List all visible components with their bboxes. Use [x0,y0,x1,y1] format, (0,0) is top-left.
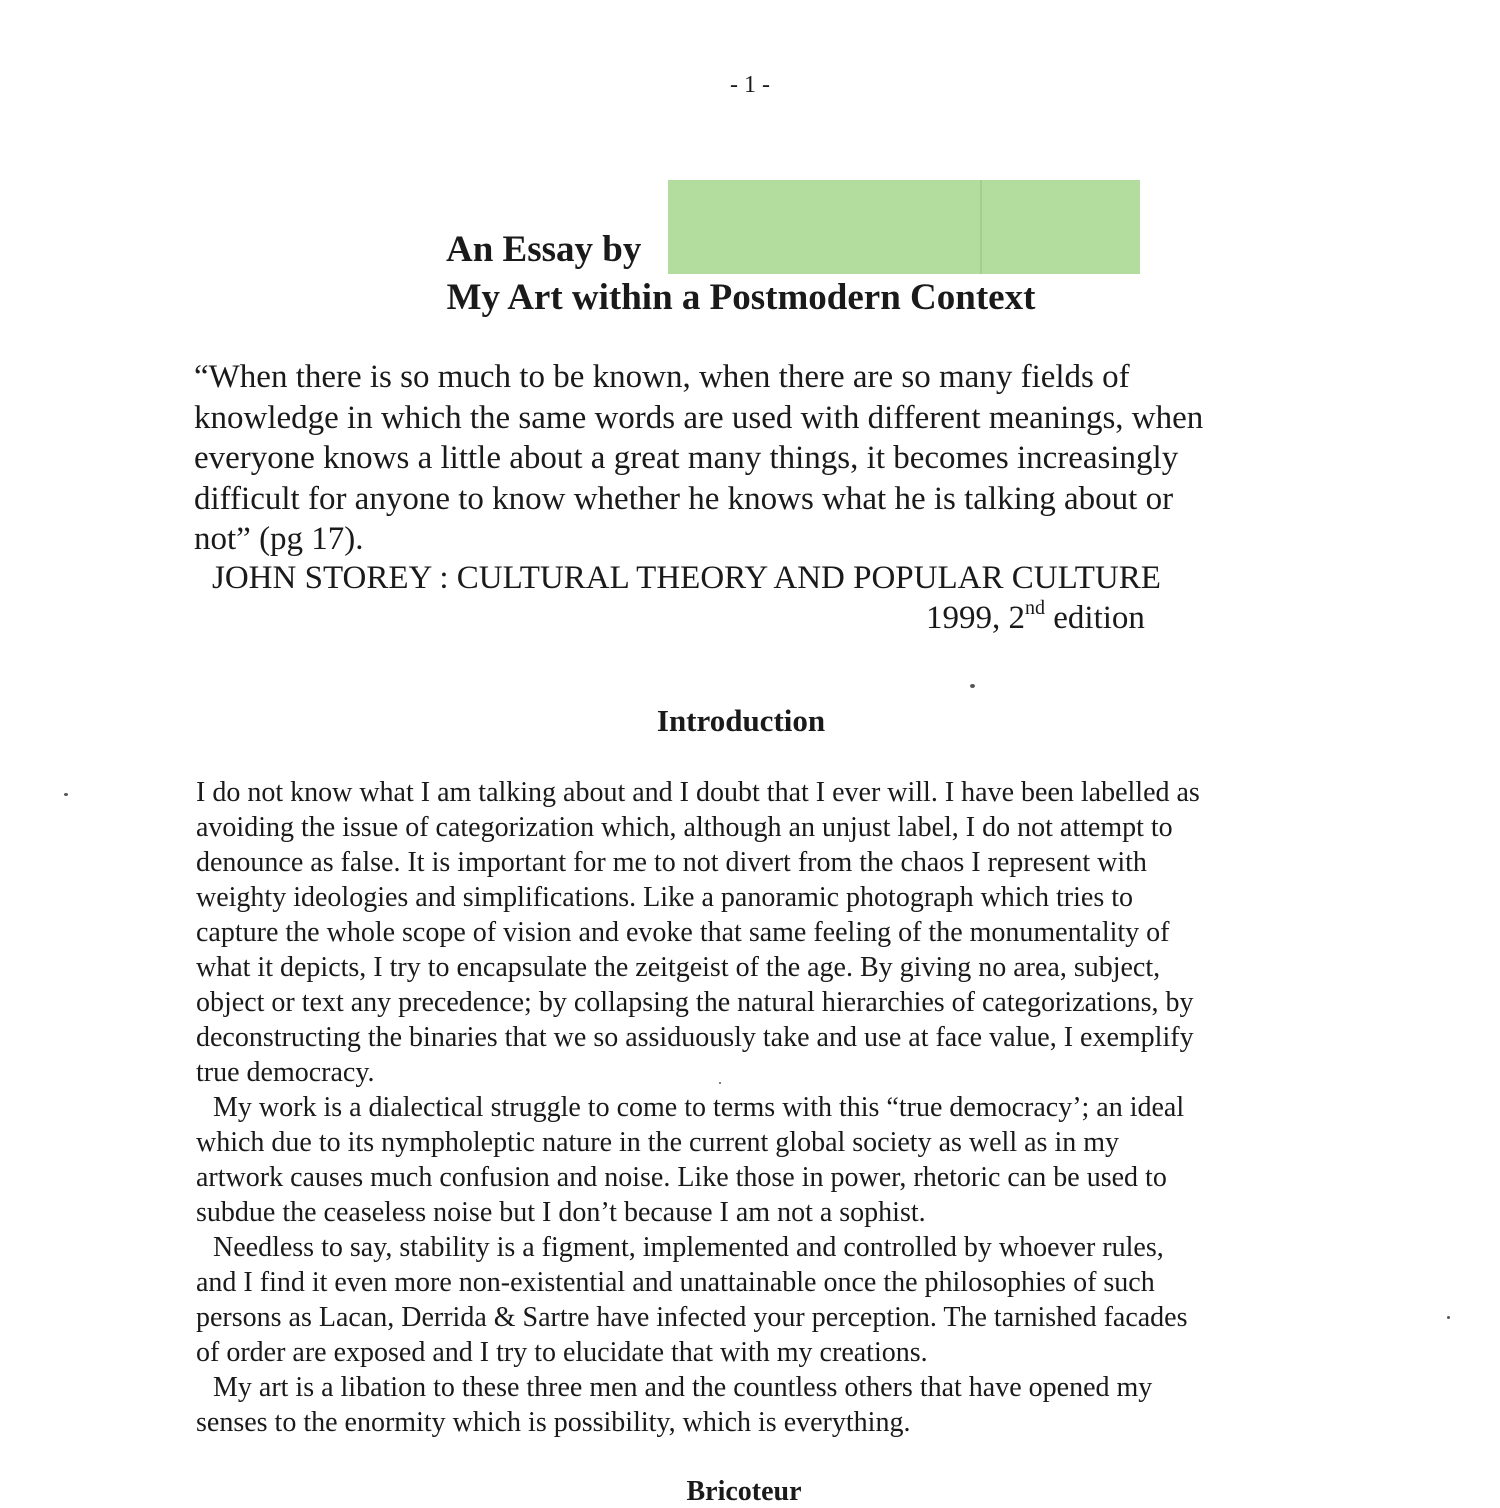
quote-citation-edition [926,597,1145,637]
introduction-heading: Introduction [656,703,826,738]
scan-speck [719,1082,721,1084]
body-line: Needless to say, stability is a figment, implemented and controlled by whoever rules, [213,1232,1164,1263]
redacted-author-name [668,180,1140,274]
body-line: weighty ideologies and simplifications. Like a panoramic photograph which tries to [196,882,1134,913]
body-line: My art is a libation to these three men and the countless others that have opened my [213,1372,1153,1403]
essay-title-byline: An Essay by [446,229,642,270]
body-line: and I find it even more non-existential and unattainable once the philosophies of such [196,1267,1155,1298]
citation-ordinal-suffix: nd [1025,597,1045,619]
body-line: which due to its nympholeptic nature in the current global society as well as in my [196,1127,1120,1158]
citation-edition-label: edition [1045,600,1145,636]
body-line: true democracy. [196,1057,375,1088]
body-line: artwork causes much confusion and noise. Like those in power, rhetoric can be used to [196,1162,1167,1193]
redaction-seam [980,180,982,274]
citation-year: 1999, 2 [926,600,1025,636]
quote-citation-source: JOHN STOREY : CULTURAL THEORY AND POPULAR CULTURE [212,560,1161,596]
epigraph-quote [194,357,1294,560]
body-line: senses to the enormity which is possibility, which is everything. [196,1407,911,1438]
body-line: avoiding the issue of categorization which, although an unjust label, I do not attempt to [196,812,1173,843]
introduction-body [196,775,1306,1440]
body-line: of order are exposed and I try to elucidate that with my creations. [196,1337,928,1368]
quote-line: difficult for anyone to know whether he knows what he is talking about or [194,480,1174,517]
body-line: capture the whole scope of vision and evoke that same feeling of the monumentality of [196,917,1170,948]
scan-speck [970,684,975,688]
quote-line: not” (pg 17). [194,521,364,557]
body-line: My work is a dialectical struggle to come to terms with this “true democracy’; an ideal [213,1092,1185,1123]
body-line: persons as Lacan, Derrida & Sartre have infected your perception. The tarnished facades [196,1302,1188,1333]
body-line: deconstructing the binaries that we so assiduously take and use at face value, I exemplify [196,1022,1194,1053]
quote-line: everyone knows a little about a great many things, it becomes increasingly [194,440,1179,476]
essay-title: My Art within a Postmodern Context [446,277,1036,318]
body-line: denounce as false. It is important for me to not divert from the chaos I represent with [196,847,1147,878]
body-line: subdue the ceaseless noise but I don’t because I am not a sophist. [196,1197,926,1228]
body-line: I do not know what I am talking about and I doubt that I ever will. I have been labelled as [196,777,1200,808]
scan-speck [64,793,68,796]
page-number: - 1 - [730,72,770,98]
quote-line: knowledge in which the same words are used with different meanings, when [194,399,1204,436]
scan-speck [1447,1316,1450,1319]
quote-line: “When there is so much to be known, when there are so many fields of [194,359,1130,395]
body-line: what it depicts, I try to encapsulate the zeitgeist of the age. By giving no area, subject, [196,952,1161,983]
body-line: object or text any precedence; by collapsing the natural hierarchies of categorizations, by [196,987,1194,1018]
bricoteur-heading: Bricoteur [686,1476,802,1507]
